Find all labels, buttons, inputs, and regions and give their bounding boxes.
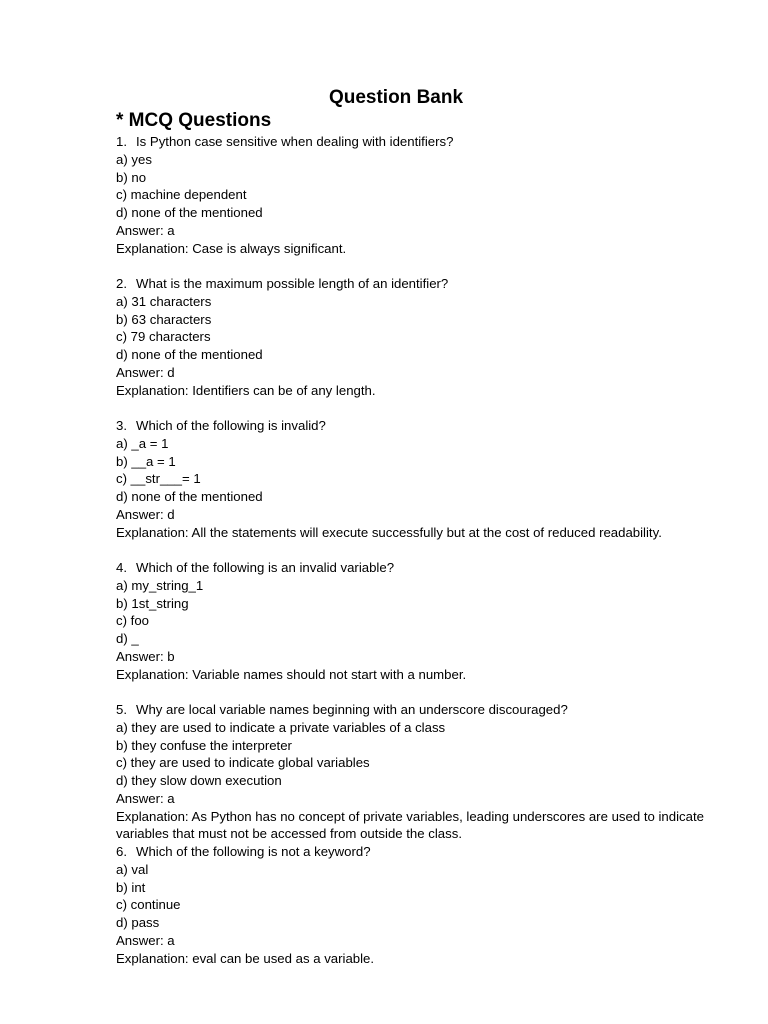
answer-line: Answer: a xyxy=(116,932,175,948)
spacer xyxy=(116,683,756,701)
option-d: d) none of the mentioned xyxy=(116,489,263,504)
question-text xyxy=(116,701,756,719)
option-c: c) they are used to indicate global variables xyxy=(116,755,370,771)
question-number: 2. xyxy=(116,276,127,291)
option-b: b) 1st_string xyxy=(116,595,189,611)
answer-line: Answer: a xyxy=(116,790,175,806)
answer-line: Answer: a xyxy=(116,222,175,238)
option-c: c) machine dependent xyxy=(116,187,247,203)
question-block xyxy=(116,275,756,399)
question-text xyxy=(116,133,756,151)
explanation-line: Explanation: Variable names should not start with a number. xyxy=(116,666,467,682)
explanation-line: Explanation: All the statements will execute successfully but at the cost of reduced readability. xyxy=(116,524,662,540)
option-b: b) no xyxy=(116,169,147,185)
option-c: c) __str___= 1 xyxy=(116,471,201,487)
option-d: d) none of the mentioned xyxy=(116,205,263,220)
question-number: 1. xyxy=(116,134,127,149)
option-a: a) yes xyxy=(116,151,152,167)
page-title: Question Bank xyxy=(328,87,464,108)
question-text xyxy=(116,843,756,861)
option-c: c) foo xyxy=(116,613,149,629)
option-a: a) _a = 1 xyxy=(116,435,169,451)
answer-line: Answer: b xyxy=(116,648,175,664)
answer-line: Answer: d xyxy=(116,506,175,522)
option-d: d) none of the mentioned xyxy=(116,347,263,362)
question-text xyxy=(116,275,756,293)
question-number: 5. xyxy=(116,702,127,717)
question-prompt: Which of the following is invalid? xyxy=(136,418,326,433)
spacer xyxy=(116,541,756,559)
question-text xyxy=(116,559,756,577)
spacer xyxy=(116,257,756,275)
option-c: c) 79 characters xyxy=(116,329,211,345)
question-block xyxy=(116,133,756,257)
question-number: 3. xyxy=(116,418,127,433)
question-prompt: Which of the following is an invalid variable? xyxy=(136,560,395,575)
question-number: 6. xyxy=(116,844,127,859)
question-text xyxy=(116,417,756,435)
option-b: b) 63 characters xyxy=(116,311,212,327)
question-prompt: Is Python case sensitive when dealing with identifiers? xyxy=(136,134,454,149)
option-a: a) val xyxy=(116,861,149,877)
question-number: 4. xyxy=(116,560,127,575)
option-a: a) my_string_1 xyxy=(116,577,204,593)
spacer xyxy=(116,399,756,417)
explanation-line: Explanation: Case is always significant. xyxy=(116,240,347,256)
question-prompt: Which of the following is not a keyword? xyxy=(136,844,371,859)
option-b: b) they confuse the interpreter xyxy=(116,737,292,753)
question-block xyxy=(116,701,756,843)
option-d: d) they slow down execution xyxy=(116,773,282,788)
question-block xyxy=(116,417,756,541)
answer-line: Answer: d xyxy=(116,364,175,380)
question-block xyxy=(116,559,756,683)
option-c: c) continue xyxy=(116,897,181,913)
option-d: d) pass xyxy=(116,915,160,930)
section-heading: * MCQ Questions xyxy=(116,110,272,131)
option-a: a) they are used to indicate a private variables of a class xyxy=(116,719,446,735)
explanation-line: Explanation: eval can be used as a variable. xyxy=(116,950,375,966)
option-b: b) int xyxy=(116,879,146,895)
explanation-line: Explanation: Identifiers can be of any length. xyxy=(116,382,376,398)
option-b: b) __a = 1 xyxy=(116,453,176,469)
question-prompt: What is the maximum possible length of an identifier? xyxy=(136,276,449,291)
question-block xyxy=(116,843,756,967)
question-list xyxy=(116,133,756,967)
option-a: a) 31 characters xyxy=(116,293,212,309)
option-d: d) _ xyxy=(116,631,139,646)
question-prompt: Why are local variable names beginning with an underscore discouraged? xyxy=(136,702,568,717)
explanation-line: Explanation: As Python has no concept of private variables, leading underscores are used to indicate variables that must not be accessed from outside the class. xyxy=(116,808,704,842)
